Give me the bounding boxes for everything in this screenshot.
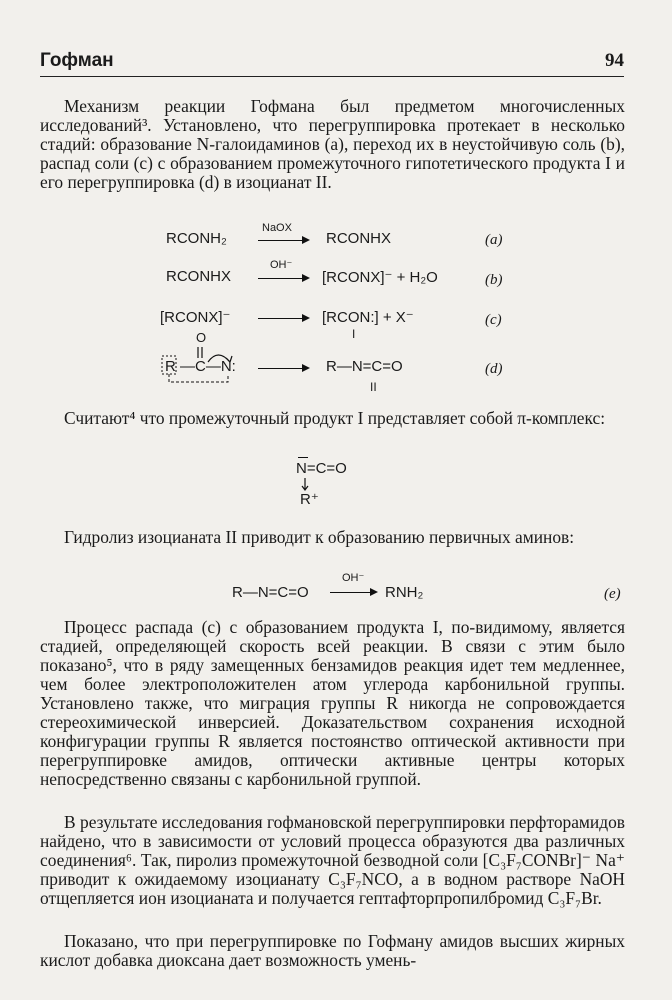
paragraph-1: Механизм реакции Гофмана был предметом многочисленных исследований³. Установлено, что перегруппировка протекает в несколько стадий: образование N-галоидаминов (a), переход их в неустойчивую соль (b), распад соли (c) с образованием промежуточного гипотетического продукта I и его перегруппировка (d) в изоцианат II. xyxy=(40,96,625,192)
reaction-d-right: R—N=C=O xyxy=(326,358,403,375)
page-header xyxy=(40,50,624,76)
reaction-d-oxygen: O xyxy=(196,330,207,345)
reaction-d-R: R xyxy=(165,358,176,375)
product-I-number: I xyxy=(352,327,356,341)
paragraph-6: Показано, что при перегруппировке по Гофману амидов высших жирных кислот добавка диоксана дает возможность умень- xyxy=(40,931,625,970)
header-rule xyxy=(40,76,624,77)
reaction-d-left: —C—N: xyxy=(180,358,236,375)
reaction-b-label: (b) xyxy=(485,272,503,288)
reaction-e-right: RNH₂ xyxy=(385,584,424,601)
product-II-number: II xyxy=(370,380,377,394)
reaction-a-left: RCONH₂ xyxy=(166,230,227,247)
reaction-c-left: [RCONX]⁻ xyxy=(160,309,231,326)
reaction-d-label: (d) xyxy=(485,361,503,377)
reaction-b-right: [RCONX]⁻ + H₂O xyxy=(322,269,438,286)
reaction-c-label: (c) xyxy=(485,312,502,328)
paragraph-5: В результате исследования гофмановской перегруппировки перфторамидов найдено, что в зависимости от условий процесса образуются два различных соединения⁶. Так, пиролиз промежуточной безводной соли [C₃F₇CONBr]⁻ Na⁺ приводит к ожидаемому изоцианату C₃F₇NCO, а в водном растворе NaOH отщепляется ион изоцианата и получается гептафторпропилбромид C₃F₇Br. xyxy=(40,812,625,908)
reaction-a-right: RCONHX xyxy=(326,230,392,247)
lone-pair-bar xyxy=(298,457,308,458)
running-title: Гофман xyxy=(40,50,114,71)
reaction-e-left: R—N=C=O xyxy=(232,584,309,601)
reaction-b-arrow xyxy=(258,278,308,279)
reaction-a-label: (a) xyxy=(485,232,503,248)
reaction-a-reagent: NaOX xyxy=(262,222,292,234)
pi-complex-top: N=C=O xyxy=(296,460,347,477)
reaction-b-left: RCONHX xyxy=(166,268,232,285)
page-number: 94 xyxy=(605,50,624,71)
reaction-b-reagent: OH⁻ xyxy=(270,259,293,271)
pi-complex-bottom: R⁺ xyxy=(300,491,319,508)
paragraph-4: Процесс распада (c) с образованием продукта I, по-видимому, является стадией, определяющей скорость всей реакции. В связи с этим было показано⁵, что в ряду замещенных бензамидов реакция идет тем медленнее, чем более электроположителен атом углерода карбонильной группы. Установлено также, что миграция группы R никогда не сопровождается стереохимической инверсией. Доказательством сохранения исходной конфигурации группы R является постоянство оптической активности при перегруппировке амидов, оптически активные центры которых непосредственно связаны с карбонильной группой. xyxy=(40,617,625,789)
reaction-e-label: (e) xyxy=(604,586,621,602)
reaction-a-arrow xyxy=(258,240,308,241)
paragraph-3: Гидролиз изоцианата II приводит к образованию первичных аминов: xyxy=(64,527,575,547)
reaction-e-reagent: OH⁻ xyxy=(342,572,365,584)
reaction-d-arrow xyxy=(258,368,308,369)
reaction-c-arrow xyxy=(258,318,308,319)
paragraph-2: Считают⁴ что промежуточный продукт I представляет собой π-комплекс: xyxy=(64,408,606,428)
reaction-e-arrow xyxy=(330,592,376,593)
reaction-c-right: [RCON:] + X⁻ xyxy=(322,309,414,326)
